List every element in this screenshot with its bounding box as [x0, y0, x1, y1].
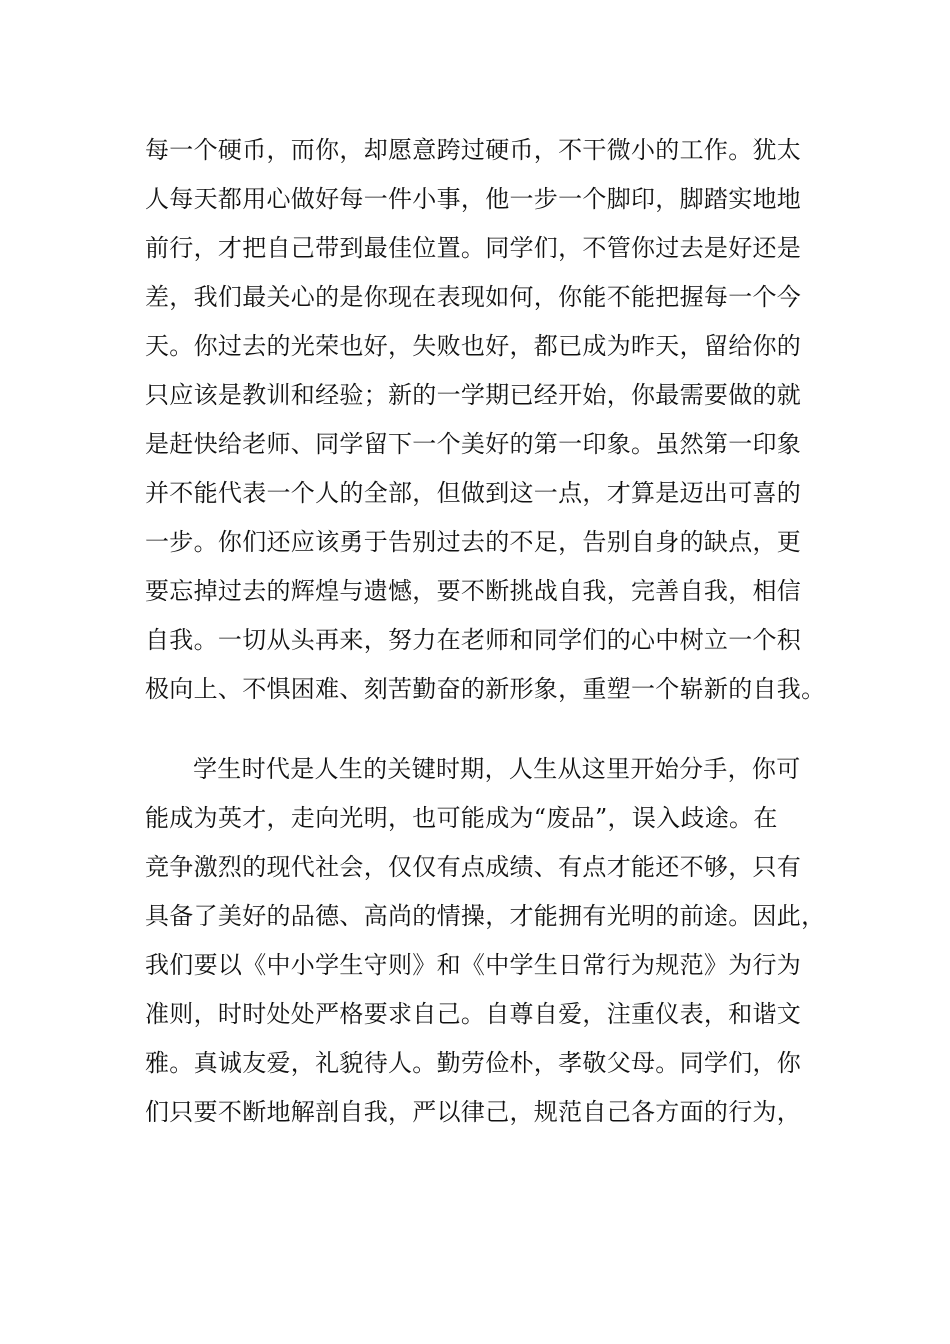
text-line: 人每天都用心做好每一件小事，他一步一个脚印，脚踏实地地: [145, 185, 802, 213]
text-line: 是赶快给老师、同学留下一个美好的第一印象。虽然第一印象: [145, 430, 802, 458]
text-line: 差，我们最关心的是你现在表现如何，你能不能把握每一个今: [145, 283, 802, 311]
text-line: 并不能代表一个人的全部，但做到这一点，才算是迈出可喜的: [145, 479, 802, 507]
text-line: 具备了美好的品德、高尚的情操，才能拥有光明的前途。因此，: [145, 902, 826, 930]
text-line: 雅。真诚友爱，礼貌待人。勤劳俭朴，孝敬父母。同学们，你: [145, 1049, 802, 1077]
text-line: 学生时代是人生的关键时期，人生从这里开始分手，你可: [193, 755, 801, 783]
text-line: 竞争激烈的现代社会，仅仅有点成绩、有点才能还不够，只有: [145, 853, 802, 881]
text-line: 准则，时时处处严格要求自己。自尊自爱，注重仪表，和谐文: [145, 1000, 802, 1028]
text-line: 们只要不断地解剖自我，严以律己，规范自己各方面的行为，: [145, 1098, 802, 1126]
text-line: 要忘掉过去的辉煌与遗憾，要不断挑战自我，完善自我，相信: [145, 577, 802, 605]
text-line: 我们要以《中小学生守则》和《中学生日常行为规范》为行为: [145, 951, 802, 979]
text-line: 自我。一切从头再来，努力在老师和同学们的心中树立一个积: [145, 626, 802, 654]
text-line: 只应该是教训和经验；新的一学期已经开始，你最需要做的就: [145, 381, 802, 409]
text-line: 每一个硬币，而你，却愿意跨过硬币，不干微小的工作。犹太: [145, 136, 802, 164]
text-line: 前行，才把自己带到最佳位置。同学们，不管你过去是好还是: [145, 234, 802, 262]
text-line: 天。你过去的光荣也好，失败也好，都已成为昨天，留给你的: [145, 332, 802, 360]
text-line: 极向上、不惧困难、刻苦勤奋的新形象，重塑一个崭新的自我。: [145, 675, 826, 703]
text-line: 能成为英才，走向光明，也可能成为“废品”，误入歧途。在: [145, 804, 778, 832]
text-line: 一步。你们还应该勇于告别过去的不足，告别自身的缺点，更: [145, 528, 802, 556]
